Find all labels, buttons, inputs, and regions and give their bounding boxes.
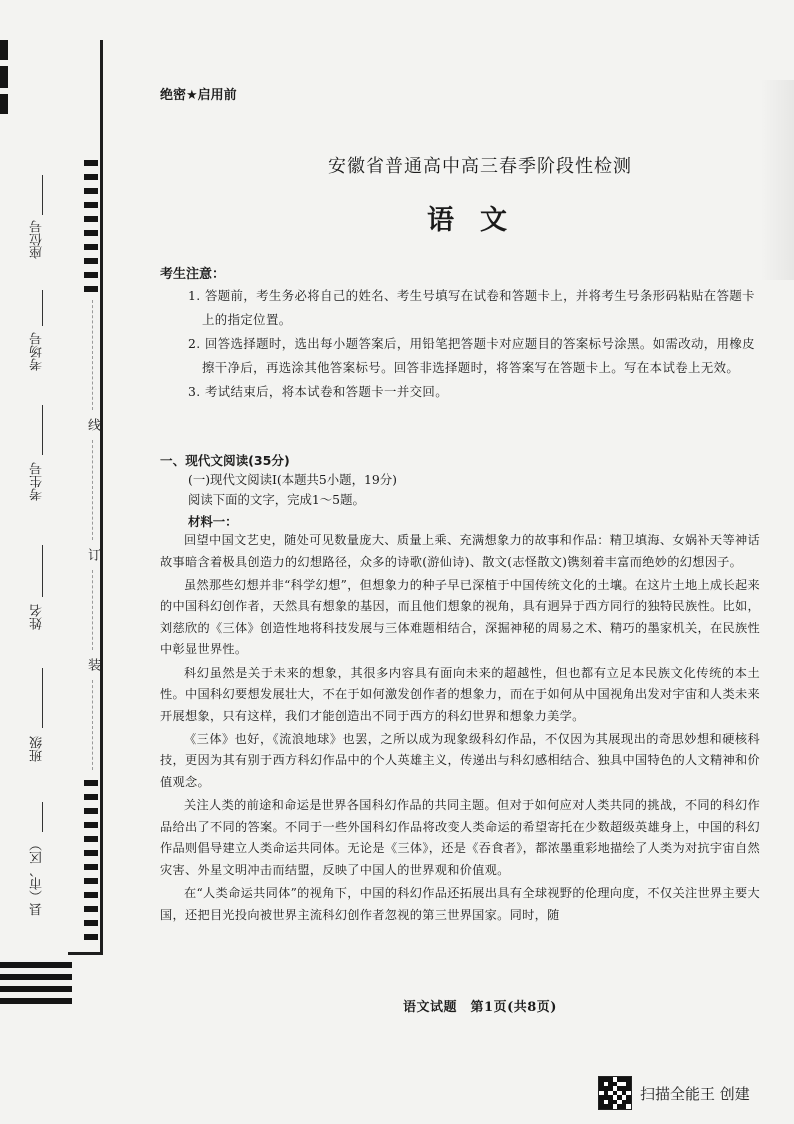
binding-bar	[0, 94, 8, 114]
notice-heading: 考生注意：	[160, 267, 226, 282]
binding-bar	[84, 174, 98, 180]
paragraph: 回望中国文艺史，随处可见数量庞大、质量上乘、充满想象力的故事和作品：精卫填海、女娲补天等神话故事暗含着极具创造力的幻想路径，众多的诗歌(游仙诗)、散文(志怪散文)镌刻着丰富而绝妙的幻想因子。	[160, 533, 760, 569]
field-exam-room: 考场号	[30, 332, 45, 371]
field-candidate-number: 考生号	[30, 462, 45, 501]
subject-title: 语文	[427, 205, 533, 236]
notice-item: 3. 考试结束后，将本试卷和答题卡一并交回。	[188, 384, 448, 399]
field-underline	[42, 668, 43, 728]
confidential-label: 绝密★启用前	[160, 88, 237, 103]
field-underline	[42, 802, 43, 832]
section-instruction: 阅读下面的文字，完成1～5题。	[188, 492, 365, 507]
material-label: 材料一：	[188, 514, 238, 529]
binding-bar	[84, 780, 98, 786]
field-name: 姓名	[30, 604, 45, 630]
section-heading: 一、现代文阅读(35分)	[160, 453, 290, 468]
cut-mark-bind: 订	[85, 548, 100, 561]
binding-bar	[84, 794, 98, 800]
notice-item: 1. 答题前，考生务必将自己的姓名、考生号填写在试卷和答题卡上，并将考生号条形码粘贴在答题卡上的指定位置。	[188, 288, 755, 327]
cut-mark-assemble: 装	[85, 658, 100, 671]
binding-bar	[84, 822, 98, 828]
binding-bar	[0, 986, 72, 992]
binding-bar	[84, 850, 98, 856]
binding-frame-line	[100, 40, 103, 955]
binding-bar	[84, 906, 98, 912]
paragraph: 《三体》也好，《流浪地球》也罢，之所以成为现象级科幻作品，不仅因为其展现出的奇思妙想和硬核科技，更因为其有别于西方科幻作品中的个人英雄主义，传递出与科幻感相结合、独具中国特色的人文精神和价值观念。	[160, 731, 760, 790]
binding-bar	[84, 202, 98, 208]
page-footer: 语文试题 第1页(共8页)	[403, 1000, 557, 1015]
field-underline	[42, 405, 43, 455]
cut-line	[92, 680, 93, 770]
field-seat-number: 座位号	[30, 220, 45, 259]
scanner-watermark	[598, 1076, 750, 1110]
binding-bar	[84, 836, 98, 842]
binding-bar	[84, 230, 98, 236]
section-subheading: (一)现代文阅读Ⅰ(本题共5小题，19分)	[188, 472, 397, 487]
notice-list	[188, 284, 766, 404]
field-underline	[42, 545, 43, 597]
binding-bar	[84, 920, 98, 926]
binding-bar	[84, 244, 98, 250]
paragraph: 虽然那些幻想并非“科学幻想”，但想象力的种子早已深植于中国传统文化的土壤。在这片土地上成长起来的中国科幻创作者，天然具有想象的基因，而且他们想象的视角，具有迥异于西方同行的独特民族性。比如，刘慈欣的《三体》创造性地将科技发展与三体难题相结合，深掘神秘的周易之术、精巧的墨家机关，在民族性中彰显世界性。	[160, 577, 760, 657]
field-class: 班级	[30, 736, 45, 762]
cut-mark-line: 线	[85, 418, 100, 431]
paragraph: 在“人类命运共同体”的视角下，中国的科幻作品还拓展出具有全球视野的伦理向度，不仅关注世界主要大国，还把目光投向被世界主流科幻创作者忽视的第三世界国家。同时，随	[160, 886, 760, 922]
field-underline	[42, 290, 43, 326]
binding-bar	[84, 258, 98, 264]
qr-code-icon	[598, 1076, 632, 1110]
field-underline	[42, 175, 43, 215]
scanner-label: 扫描全能王 创建	[640, 1084, 750, 1103]
notice-item: 2. 回答选择题时，选出每小题答案后，用铅笔把答题卡对应题目的答案标号涂黑。如需改动，用橡皮擦干净后，再选涂其他答案标号。回答非选择题时，将答案写在答题卡上。写在本试卷上无效。	[188, 336, 755, 375]
paragraph: 科幻虽然是关于未来的想象，其很多内容具有面向未来的超越性，但也都有立足本民族文化传统的本土性。中国科幻要想发展壮大，不在于如何激发创作者的想象力，而在于如何从中国视角出发对宇宙和人类未来开展想象，只有这样，我们才能创造出不同于西方的科幻世界和想象力美学。	[160, 665, 760, 723]
binding-margin	[0, 0, 106, 1000]
field-county: 县（市、区）	[30, 838, 45, 916]
binding-bar	[84, 286, 98, 292]
paragraph: 关注人类的前途和命运是世界各国科幻作品的共同主题。但对于如何应对人类共同的挑战，不同的科幻作品给出了不同的答案。不同于一些外国科幻作品将改变人类命运的希望寄托在少数超级英雄身上，中国的科幻作品则倡导建立人类命运共同体。无论是《三体》，还是《吞食者》，都浓墨重彩地描绘了人类为对抗宇宙自然灾害、外星文明冲击而结盟，反映了中国人的世界观和价值观。	[160, 798, 760, 877]
binding-bar	[84, 160, 98, 166]
cut-line	[92, 570, 93, 650]
binding-bar	[84, 864, 98, 870]
binding-frame-line	[68, 952, 103, 955]
binding-bar	[84, 934, 98, 940]
binding-bar	[0, 998, 72, 1004]
binding-bar	[84, 878, 98, 884]
binding-bar	[84, 272, 98, 278]
binding-bar	[84, 892, 98, 898]
binding-bar	[0, 66, 8, 88]
binding-bar	[84, 188, 98, 194]
binding-bar	[0, 962, 72, 968]
cut-line	[92, 440, 93, 540]
binding-bar	[84, 216, 98, 222]
bleed-through-shadow	[760, 80, 794, 280]
cut-line	[92, 300, 93, 410]
exam-title: 安徽省普通高中高三春季阶段性检测	[328, 156, 632, 177]
reading-material	[160, 530, 760, 928]
binding-bar	[84, 808, 98, 814]
binding-bar	[0, 40, 8, 60]
binding-bar	[0, 974, 72, 980]
